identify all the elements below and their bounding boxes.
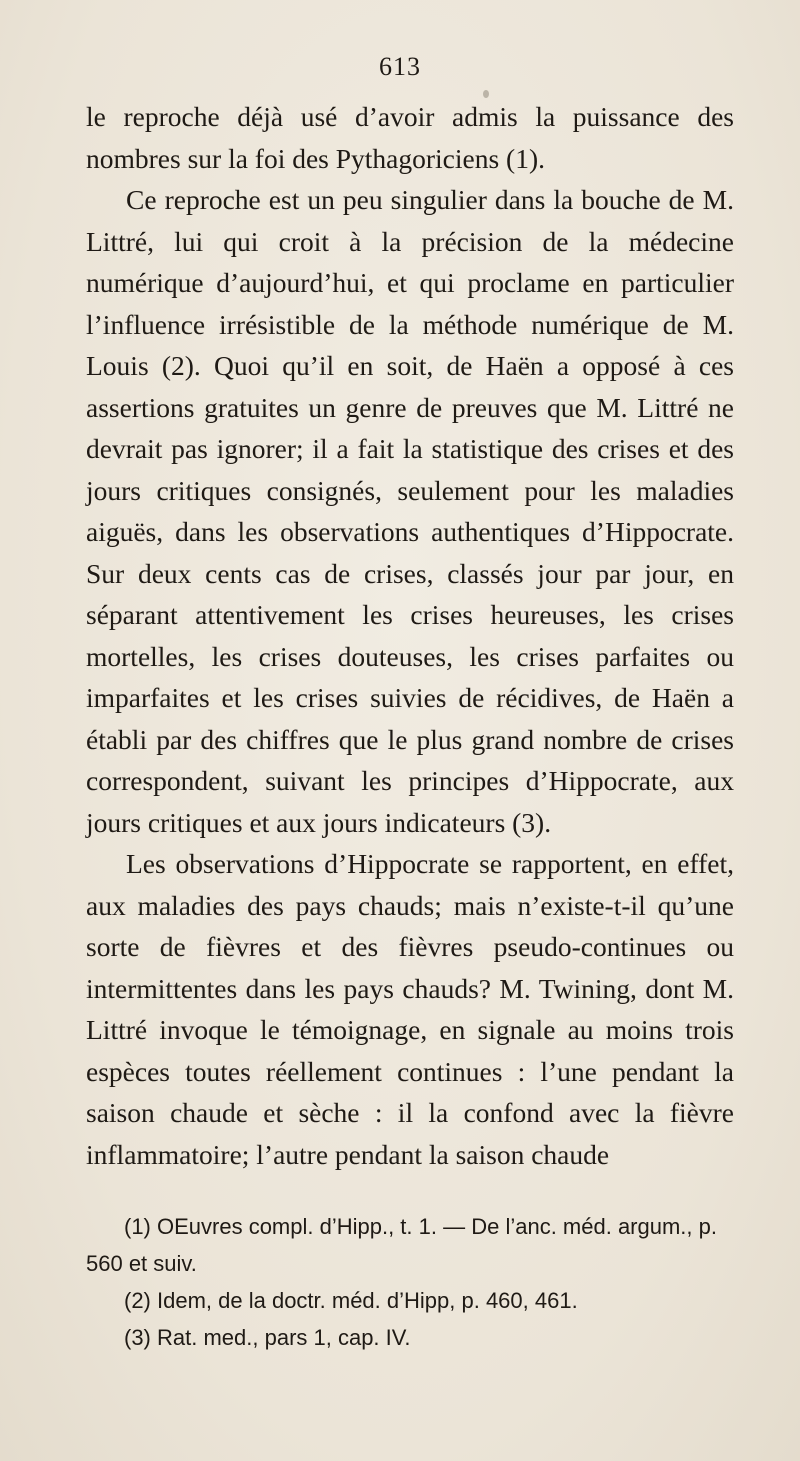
footnote-1: (1) OEuvres compl. d’Hipp., t. 1. — De l’anc. méd. argum., p. 560 et suiv. — [86, 1214, 717, 1276]
body-text — [86, 96, 734, 1175]
page-number: 613 — [379, 52, 421, 81]
paragraph-2: Ce reproche est un peu singulier dans la bouche de M. Littré, lui qui croit à la précision de la médecine numérique d’aujourd’hui, et qui proclame en particulier l’influence irrésistible de la méthode numérique de M. Louis (2). Quoi qu’il en soit, de Haën a opposé à ces assertions gratuites un genre de preuves que M. Littré ne devrait pas ignorer; il a fait la statistique des crises et des jours critiques consignés, seulement pour les maladies aiguës, dans les observations authentiques d’Hippocrate. Sur deux cents cas de crises, classés jour par jour, en séparant attentivement les crises heureuses, les crises mortelles, les crises douteuses, les crises parfaites ou imparfaites et les crises suivies de récidives, de Haën a établi par des chiffres que le plus grand nombre de crises correspondent, suivant les principes d’Hippocrate, aux jours critiques et aux jours indicateurs (3). — [86, 184, 734, 838]
footnotes — [86, 1208, 734, 1356]
paragraph-3: Les observations d’Hippocrate se rapportent, en effet, aux maladies des pays chauds; mais n’existe-t-il qu’une sorte de fièvres et des fièvres pseudo-continues ou intermittentes dans les pays chauds? M. Twining, dont M. Littré invoque le témoignage, en signale au moins trois espèces toutes réellement continues : l’une pendant la saison chaude et sèche : il la confond avec la fièvre inflammatoire; l’autre pendant la saison chaude — [86, 848, 734, 1170]
paragraph-1: le reproche déjà usé d’avoir admis la puissance des nombres sur la foi des Pythagoriciens (1). — [86, 101, 734, 174]
footnote-3: (3) Rat. med., pars 1, cap. IV. — [124, 1325, 411, 1350]
footnote-2: (2) Idem, de la doctr. méd. d’Hipp, p. 460, 461. — [124, 1288, 578, 1313]
